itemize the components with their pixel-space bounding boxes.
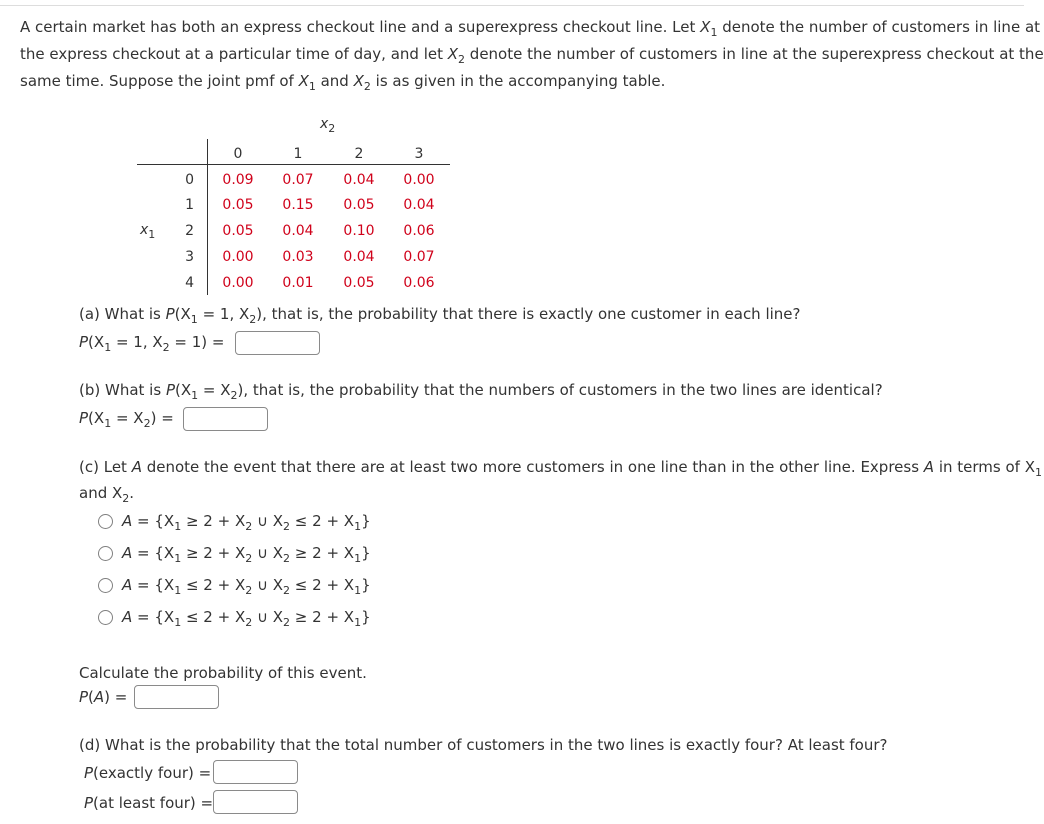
table-cell: 0.15 xyxy=(282,197,314,213)
exactly-four-label: P(exactly four) = xyxy=(84,764,212,782)
table-cell: 0.05 xyxy=(222,197,254,213)
at-least-four-input[interactable] xyxy=(213,790,298,814)
table-cell: 0.04 xyxy=(343,172,375,188)
table-cell: 0.04 xyxy=(343,249,375,265)
col-header: 1 xyxy=(293,146,303,162)
x2-axis-label: $x_2$ xyxy=(320,116,336,135)
table-cell: 0.05 xyxy=(222,223,254,239)
part-b-question: (b) What is $P(X_1 = X_2)$, that is, the probability that the numbers of customers in the two lines are identical? xyxy=(79,381,883,402)
table-cell: 0.09 xyxy=(222,172,254,188)
exactly-four-input[interactable] xyxy=(213,760,298,784)
table-cell: 0.00 xyxy=(403,172,435,188)
table-cell: 0.00 xyxy=(222,275,254,291)
option-3-label[interactable]: $A = \{X_1 \le 2 + X_2$ ∪ $X_2 \le 2 + X_1$} xyxy=(122,576,371,597)
table-cell: 0.07 xyxy=(403,249,435,265)
option-2-radio[interactable] xyxy=(98,546,113,561)
part-c-question-cont: and $X_2$. xyxy=(79,484,135,505)
part-a-answer-input[interactable] xyxy=(235,331,320,355)
row-header: 0 xyxy=(185,172,194,188)
part-c-answer-input[interactable] xyxy=(134,685,219,709)
table-header-rule xyxy=(137,164,450,165)
row-header: 1 xyxy=(185,197,194,213)
table-cell: 0.00 xyxy=(222,249,254,265)
table-cell: 0.06 xyxy=(403,223,435,239)
at-least-four-label: P(at least four) = xyxy=(84,794,214,812)
part-c-pa-label: P(A) = xyxy=(79,688,128,706)
table-cell: 0.10 xyxy=(343,223,375,239)
table-cell: 0.05 xyxy=(343,197,375,213)
table-cell: 0.07 xyxy=(282,172,314,188)
option-2-label[interactable]: $A = \{X_1 \ge 2 + X_2$ ∪ $X_2 \ge 2 + X_1$} xyxy=(122,544,371,565)
option-4-label[interactable]: $A = \{X_1 \le 2 + X_2$ ∪ $X_2 \ge 2 + X_1$} xyxy=(122,608,371,629)
col-header: 0 xyxy=(233,146,243,162)
option-4-radio[interactable] xyxy=(98,610,113,625)
table-column-rule xyxy=(207,139,208,295)
row-header: 2 xyxy=(185,223,194,239)
part-a-question: (a) What is $P(X_1 = 1$, $X_2$), that is, the probability that there is exactly one customer in each line? xyxy=(79,305,801,326)
table-cell: 0.05 xyxy=(343,275,375,291)
problem-intro: A certain market has both an express checkout line and a superexpress checkout line. Let $X_1$ denote the number of customers in line at the express checkout at a particular time of day, and let $X_2$ denote the number of customers in line at the superexpress checkout at the same time. Suppose the joint pmf of $X_1$ and $X_2$ is as given in the accompanying table. xyxy=(20,18,1044,93)
table-cell: 0.04 xyxy=(282,223,314,239)
table-cell: 0.04 xyxy=(403,197,435,213)
part-a-label: $P(X_1 = 1$, $X_2 = 1$) = xyxy=(79,333,225,354)
col-header: 2 xyxy=(354,146,364,162)
option-3-radio[interactable] xyxy=(98,578,113,593)
table-cell: 0.03 xyxy=(282,249,314,265)
option-1-label[interactable]: $A = \{X_1 \ge 2 + X_2$ ∪ $X_2 \le 2 + X_1$} xyxy=(122,512,371,533)
part-b-answer-input[interactable] xyxy=(183,407,268,431)
part-b-label: $P(X_1 = X_2)$ = xyxy=(79,409,174,430)
table-cell: 0.01 xyxy=(282,275,314,291)
part-c-question: (c) Let A denote the event that there are at least two more customers in one line than in the other line. Express A in terms of $X_1$ xyxy=(79,458,1042,479)
part-d-question: (d) What is the probability that the total number of customers in the two lines is exactly four? At least four? xyxy=(79,736,888,754)
calc-instruction: Calculate the probability of this event. xyxy=(79,664,367,682)
row-header: 4 xyxy=(185,275,194,291)
table-cell: 0.06 xyxy=(403,275,435,291)
row-header: 3 xyxy=(185,249,194,265)
col-header: 3 xyxy=(414,146,424,162)
option-1-radio[interactable] xyxy=(98,514,113,529)
top-rule xyxy=(0,5,1024,6)
x1-axis-label: $x_1$ xyxy=(140,222,156,241)
